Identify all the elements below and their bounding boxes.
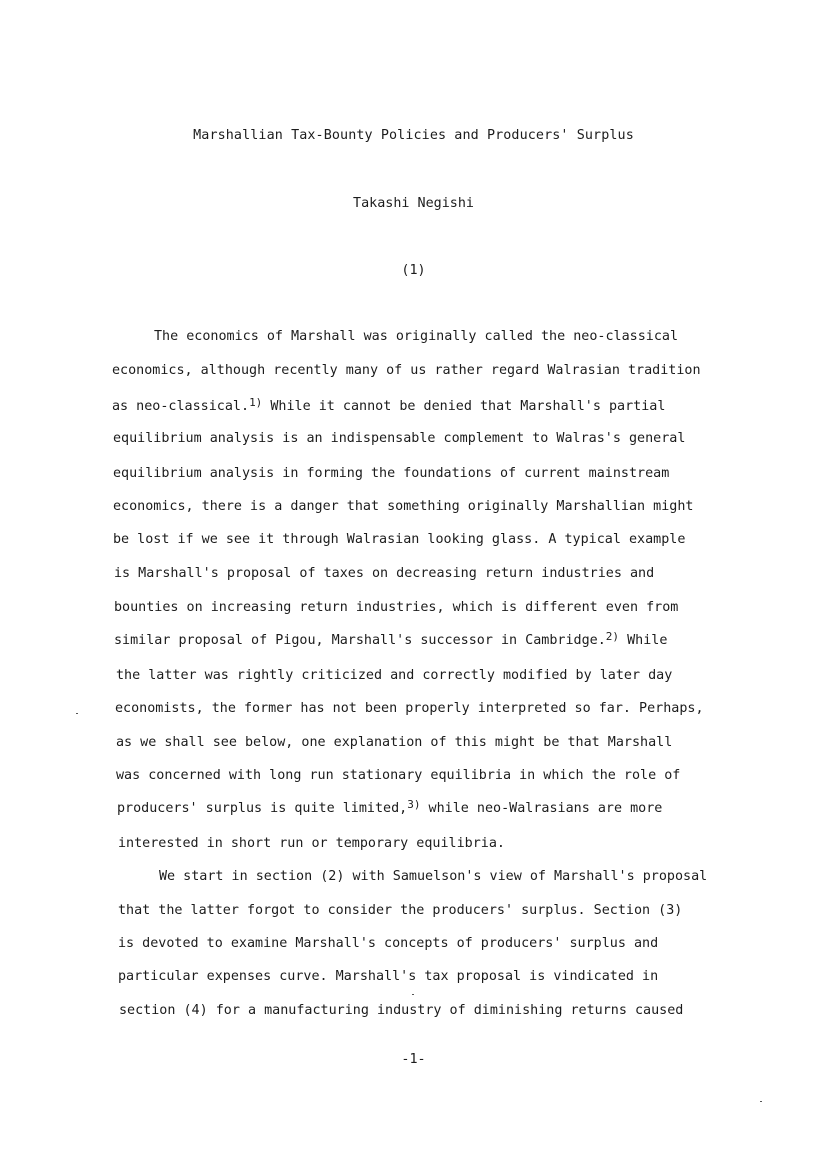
body-line: is Marshall's proposal of taxes on decreasing return industries and [114, 566, 655, 581]
body-line: economics, although recently many of us rather regard Walrasian tradition [112, 363, 701, 378]
scan-speck [760, 1101, 762, 1102]
footnote-ref: 3) [407, 798, 421, 811]
body-line: be lost if we see it through Walrasian looking glass. A typical example [113, 532, 686, 547]
body-line: bounties on increasing return industries, which is different even from [114, 600, 679, 615]
footnote-ref: 2) [605, 630, 620, 643]
body-line: is devoted to examine Marshall's concepts of producers' surplus and [118, 936, 659, 951]
body-line: interested in short run or temporary equilibria. [118, 836, 505, 851]
body-line: economics, there is a danger that something originally Marshallian might [113, 499, 694, 514]
footnote-ref: 1) [249, 396, 263, 409]
body-line: producers' surplus is quite limited,$^{3)}$ while neo-Walrasians are more [117, 798, 663, 816]
body-line: that the latter forgot to consider the producers' surplus. Section (3) [118, 903, 683, 918]
body-line: the latter was rightly criticized and correctly modified by later day [116, 668, 673, 683]
body-line: We start in section (2) with Samuelson's view of Marshall's proposal [159, 869, 708, 884]
body-line: similar proposal of Pigou, Marshall's successor in Cambridge.$^{2)}$ While [114, 630, 668, 648]
body-line: equilibrium analysis is an indispensable complement to Walras's general [113, 431, 686, 446]
section-heading: (1) [401, 263, 426, 278]
body-line: was concerned with long run stationary equilibria in which the role of [116, 768, 681, 783]
scan-speck [412, 994, 414, 995]
body-line: The economics of Marshall was originally called the neo-classical [154, 329, 679, 344]
body-line: as we shall see below, one explanation of this might be that Marshall [116, 735, 673, 750]
page-number: -1- [401, 1052, 426, 1067]
paper-title: Marshallian Tax-Bounty Policies and Producers' Surplus [193, 128, 634, 143]
body-line: as neo-classical.$^{1)}$ While it cannot be denied that Marshall's partial [112, 396, 666, 414]
body-line: section (4) for a manufacturing industry of diminishing returns caused [119, 1003, 684, 1018]
scan-speck [76, 713, 78, 714]
body-line: equilibrium analysis in forming the foundations of current mainstream [113, 466, 670, 481]
body-line: economists, the former has not been properly interpreted so far. Perhaps, [115, 701, 704, 716]
body-line: particular expenses curve. Marshall's tax proposal is vindicated in [118, 969, 659, 984]
author-name: Takashi Negishi [353, 196, 474, 211]
